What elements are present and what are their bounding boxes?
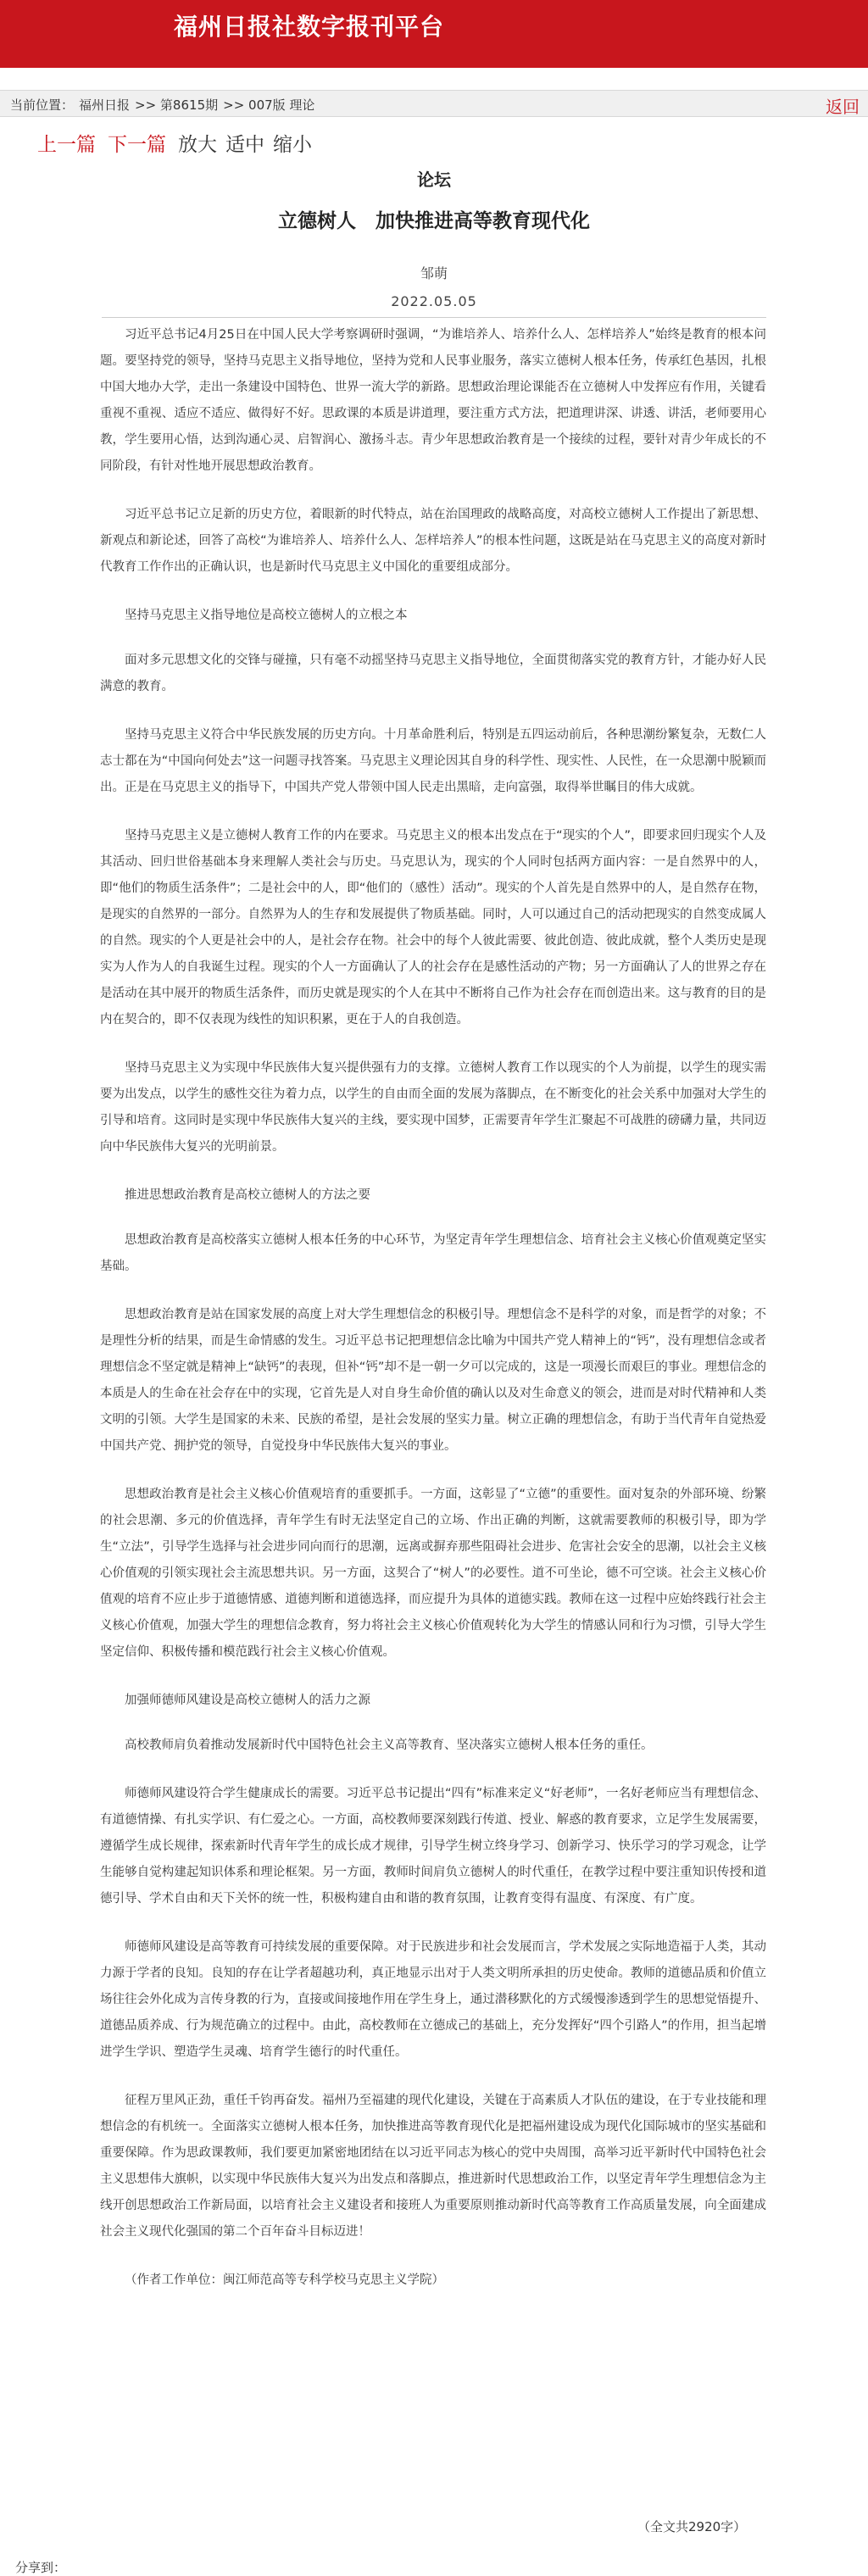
zoom-fit-button[interactable]: 适中 [225,134,264,156]
article-nav [37,129,320,157]
divider [102,317,766,318]
subheading: 推进思想政治教育是高校立德树人的方法之要 [125,1188,370,1202]
next-article-link[interactable]: 下一篇 [108,134,166,156]
subheading: 加强师德师风建设是高校立德树人的活力之源 [125,1694,370,1707]
paragraph: 习近平总书记4月25日在中国人民大学考察调研时强调，“为谁培养人、培养什么人、怎样培养人”始终是教育的根本问题。要坚持党的领导，坚持马克思主义指导地位，坚持为党和人民事业服务，落实立德树人根本任务，传承红色基因，扎根中国大地办大学，走出一条建设中国特色、世界一流大学的新路。思想政治理论课能否在立德树人中发挥应有作用，关键看重视不重视、适应不适应、做得好不好。思政课的本质是讲道理，要注重方式方法，把道理讲深、讲透、讲活，老师要用心教，学生要用心悟，达到沟通心灵、启智润心、激扬斗志。青少年思想政治教育是一个接续的过程，要针对青少年成长的不同阶段，有针对性地开展思想政治教育。 [100,328,766,473]
paragraph: 思想政治教育是社会主义核心价值观培育的重要抓手。一方面，这彰显了“立德”的重要性。面对复杂的外部环境、纷繁的社会思潮、多元的价值选择，青年学生有时无法坚定自己的立场、作出正确的判断，这就需要教师的积极引导，即为学生“立法”，引导学生选择与社会进步同向而行的思潮，远离或摒弃那些阻碍社会进步、危害社会安全的思潮，以社会主义核心价值观的引领实现社会主流思想共识。另一方面，这契合了“树人”的必要性。道不可坐论，德不可空谈。社会主义核心价值观的培育不应止步于道德情感、道德判断和道德选择，而应提升为具体的道德实践。教师在这一过程中应始终践行社会主义核心价值观，加强大学生的理想信念教育，努力将社会主义核心价值观转化为大学生的情感认同和行为习惯，引导大学生坚定信仰、积极传播和模范践行社会主义核心价值观。 [100,1488,766,1659]
article-author: 邹萌 [420,265,448,281]
column-name: 论坛 [417,170,451,190]
site-banner [0,0,868,68]
zoom-out-button[interactable]: 缩小 [273,134,312,156]
breadcrumb-bar [0,90,868,117]
article-body [100,322,766,2316]
site-title: 福州日报社数字报刊平台 [174,13,445,41]
article-date: 2022.05.05 [391,293,477,309]
article-title: 立德树人 加快推进高等教育现代化 [278,210,590,232]
paragraph: 坚持马克思主义为实现中华民族伟大复兴提供强有力的支撑。立德树人教育工作以现实的个人为前提，以学生的现实需要为出发点，以学生的感性交往为着力点，以学生的自由而全面的发展为落脚点，在不断变化的社会关系中加强对大学生的引导和培育。这同时是实现中华民族伟大复兴的主线，要实现中国梦，正需要青年学生汇聚起不可战胜的磅礴力量，共同迈向中华民族伟大复兴的光明前景。 [100,1061,766,1154]
share-label: 分享到： [15,2560,67,2575]
paragraph: 思想政治教育是站在国家发展的高度上对大学生理想信念的积极引导。理想信念不是科学的对象，而是哲学的对象；不是理性分析的结果，而是生命情感的发生。习近平总书记把理想信念比喻为中国共产党人精神上的“钙”，没有理想信念或者理想信念不坚定就是精神上“缺钙”的表现，但补“钙”却不是一朝一夕可以完成的，这是一项漫长而艰巨的事业。理想信念的本质是人的生命在社会存在中的实现，它首先是人对自身生命价值的确认以及对生命意义的领会，进而是对时代精神和人类文明的引领。大学生是国家的未来、民族的希望，是社会发展的坚实力量。树立正确的理想信念，有助于当代青年自觉热爱中国共产党、拥护党的领导，自觉投身中华民族伟大复兴的事业。 [100,1308,766,1453]
paragraph: 师德师风建设是高等教育可持续发展的重要保障。对于民族进步和社会发展而言，学术发展之实际地造福于人类，其动力源于学者的良知。良知的存在让学者超越功利，真正地显示出对于人类文明所承担的历史使命。教师的道德品质和价值立场往往会外化成为言传身教的行为，直接或间接地作用在学生身上，通过潜移默化的方式缓慢渗透到学生的思想觉悟提升、道德品质养成、行为规范确立的过程中。由此，高校教师在立德成己的基础上，充分发挥好“四个引路人”的作用，担当起增进学生学识、塑造学生灵魂、培育学生德行的时代重任。 [100,1940,766,2059]
paragraph: 征程万里风正劲，重任千钧再奋发。福州乃至福建的现代化建设，关键在于高素质人才队伍的建设，在于专业技能和理想信念的有机统一。全面落实立德树人根本任务，加快推进高等教育现代化是把福州建设成为现代化国际城市的坚实基础和重要保障。作为思政课教师，我们要更加紧密地团结在以习近平同志为核心的党中央周围，高举习近平新时代中国特色社会主义思想伟大旗帜，以实现中华民族伟大复兴为出发点和落脚点，推进新时代思想政治工作，以坚定青年学生理想信念为主线开创思想政治工作新局面，以培育社会主义建设者和接班人为重要原则推动新时代高等教育工作高质量发展，向全面建成社会主义现代化强国的第二个百年奋斗目标迈进！ [100,2094,766,2239]
paragraph: 思想政治教育是高校落实立德树人根本任务的中心环节，为坚定青年学生理想信念、培育社会主义核心价值观奠定坚实基础。 [100,1233,766,1273]
prev-article-link[interactable]: 上一篇 [37,134,96,156]
paragraph: 习近平总书记立足新的历史方位，着眼新的时代特点，站在治国理政的战略高度，对高校立德树人工作提出了新思想、新观点和新论述，回答了高校“为谁培养人、培养什么人、怎样培养人”的根本性问题，这既是站在马克思主义的高度对新时代教育工作作出的正确认识，也是新时代马克思主义中国化的重要组成部分。 [100,508,766,574]
word-count: （全文共2920字） [637,2519,747,2534]
subheading: 坚持马克思主义指导地位是高校立德树人的立根之本 [125,609,408,622]
zoom-in-button[interactable]: 放大 [178,134,217,156]
breadcrumb-page-link[interactable]: >> 007版 理论 [223,97,315,113]
breadcrumb-label: 当前位置： [10,97,75,113]
paragraph: 师德师风建设符合学生健康成长的需要。习近平总书记提出“四有”标准来定义“好老师”，一名好老师应当有理想信念、有道德情操、有扎实学识、有仁爱之心。一方面，高校教师要深刻践行传道、授业、解惑的教育要求，立足学生发展需要，遵循学生成长规律，探索新时代青年学生的成长成才规律，引导学生树立终身学习、创新学习、快乐学习的学习观念，让学生能够自觉构建起知识体系和理论框架。另一方面，教师时间肩负立德树人的时代重任，在教学过程中要注重知识传授和道德引导、学术自由和天下关怀的统一性，积极构建自由和谐的教育氛围，让教育变得有温度、有深度、有广度。 [100,1787,766,1906]
back-button[interactable]: 返回 [826,97,860,117]
paragraph: 坚持马克思主义符合中华民族发展的历史方向。十月革命胜利后，特别是五四运动前后，各种思潮纷繁复杂，无数仁人志士都在为“中国向何处去”这一问题寻找答案。马克思主义理论因其自身的科学性、现实性、人民性，在一众思潮中脱颖而出。正是在马克思主义的指导下，中国共产党人带领中国人民走出黑暗，走向富强，取得举世瞩目的伟大成就。 [100,728,766,794]
breadcrumb [10,96,320,114]
author-unit: （作者工作单位：闽江师范高等专科学校马克思主义学院） [125,2273,444,2287]
breadcrumb-issue-link[interactable]: >> 第8615期 [135,97,219,113]
paragraph: 面对多元思想文化的交锋与碰撞，只有毫不动摇坚持马克思主义指导地位，全面贯彻落实党的教育方针，才能办好人民满意的教育。 [100,654,766,693]
paragraph: 坚持马克思主义是立德树人教育工作的内在要求。马克思主义的根本出发点在于“现实的个人”，即要求回归现实个人及其活动、回归世俗基础本身来理解人类社会与历史。马克思认为，现实的个人同时包括两方面内容：一是自然界中的人，即“他们的物质生活条件”；二是社会中的人，即“他们的（感性）活动”。现实的个人首先是自然界中的人，是自然存在物，是现实的自然界的一部分。自然界为人的生存和发展提供了物质基础。同时，人可以通过自己的活动把现实的自然变成属人的自然。现实的个人更是社会中的人，是社会存在物。社会中的每个人彼此需要、彼此创造、彼此成就，整个人类历史是现实为人作为人的自我诞生过程。现实的个人一方面确认了人的社会存在是感性活动的产物；另一方面确认了人的世界之存在是活动在其中展开的物质生活条件，而历史就是现实的个人在其中不断将自己作为社会存在而创造出来。这与教育的目的是内在契合的，即不仅表现为线性的知识积累，更在于人的自我创造。 [100,829,766,1027]
paragraph: 高校教师肩负着推动发展新时代中国特色社会主义高等教育、坚决落实立德树人根本任务的重任。 [125,1739,654,1752]
breadcrumb-paper-link[interactable]: 福州日报 [79,97,131,113]
